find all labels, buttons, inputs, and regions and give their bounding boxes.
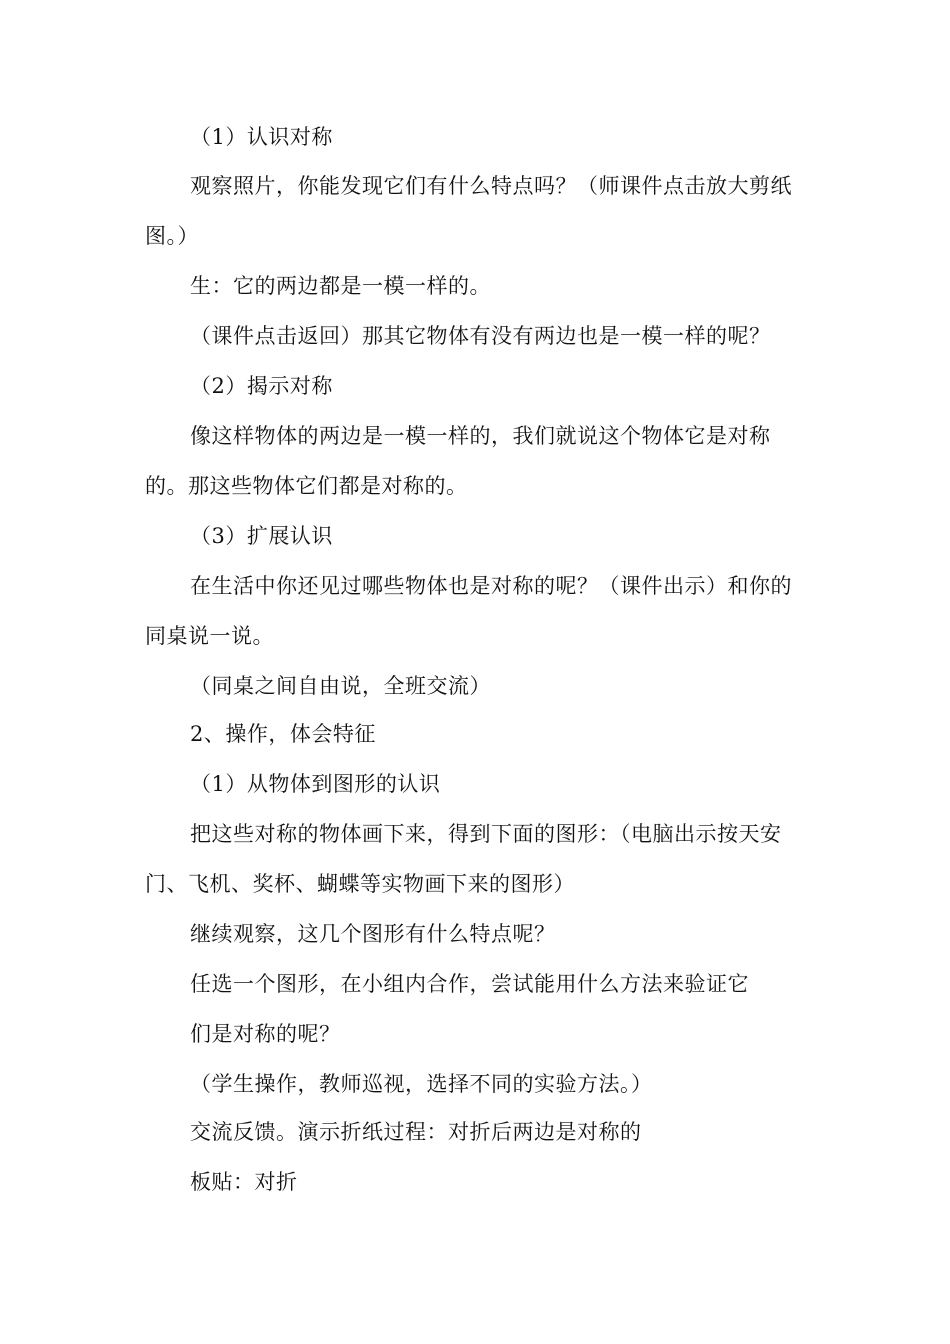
paragraph-line: 同桌说一说。 (145, 624, 274, 648)
section-heading-operation: 2、操作，体会特征 (190, 722, 376, 746)
section-heading-reveal-symmetry: （2）揭示对称 (190, 374, 333, 398)
paragraph-line: 任选一个图形，在小组内合作，尝试能用什么方法来验证它 (190, 972, 749, 996)
paragraph-line: 观察照片，你能发现它们有什么特点吗？（师课件点击放大剪纸 (190, 174, 792, 198)
section-heading-object-to-shape: （1）从物体到图形的认识 (190, 772, 441, 796)
section-heading-recognize-symmetry: （1）认识对称 (190, 125, 333, 149)
paragraph-line: 交流反馈。演示折纸过程：对折后两边是对称的 (190, 1120, 642, 1144)
paragraph-line: 们是对称的呢？ (190, 1022, 341, 1046)
paragraph-line: 板贴：对折 (190, 1170, 298, 1194)
paragraph-line: （学生操作，教师巡视，选择不同的实验方法。） (190, 1072, 653, 1096)
paragraph-line: 生：它的两边都是一模一样的。 (190, 274, 491, 298)
paragraph-line: 门、飞机、奖杯、蝴蝶等实物画下来的图形） (145, 872, 575, 896)
paragraph-line: （同桌之间自由说，全班交流） (190, 674, 491, 698)
paragraph-line: 图。） (145, 224, 199, 248)
paragraph-line: 像这样物体的两边是一模一样的，我们就说这个物体它是对称 (190, 424, 771, 448)
paragraph-line: 在生活中你还见过哪些物体也是对称的呢？（课件出示）和你的 (190, 574, 792, 598)
paragraph-line: （课件点击返回）那其它物体有没有两边也是一模一样的呢？ (190, 324, 771, 348)
section-heading-extend-understanding: （3）扩展认识 (190, 524, 333, 548)
paragraph-line: 把这些对称的物体画下来，得到下面的图形：（电脑出示按天安 (190, 822, 782, 846)
paragraph-line: 的。那这些物体它们都是对称的。 (145, 474, 468, 498)
paragraph-line: 继续观察，这几个图形有什么特点呢？ (190, 922, 556, 946)
